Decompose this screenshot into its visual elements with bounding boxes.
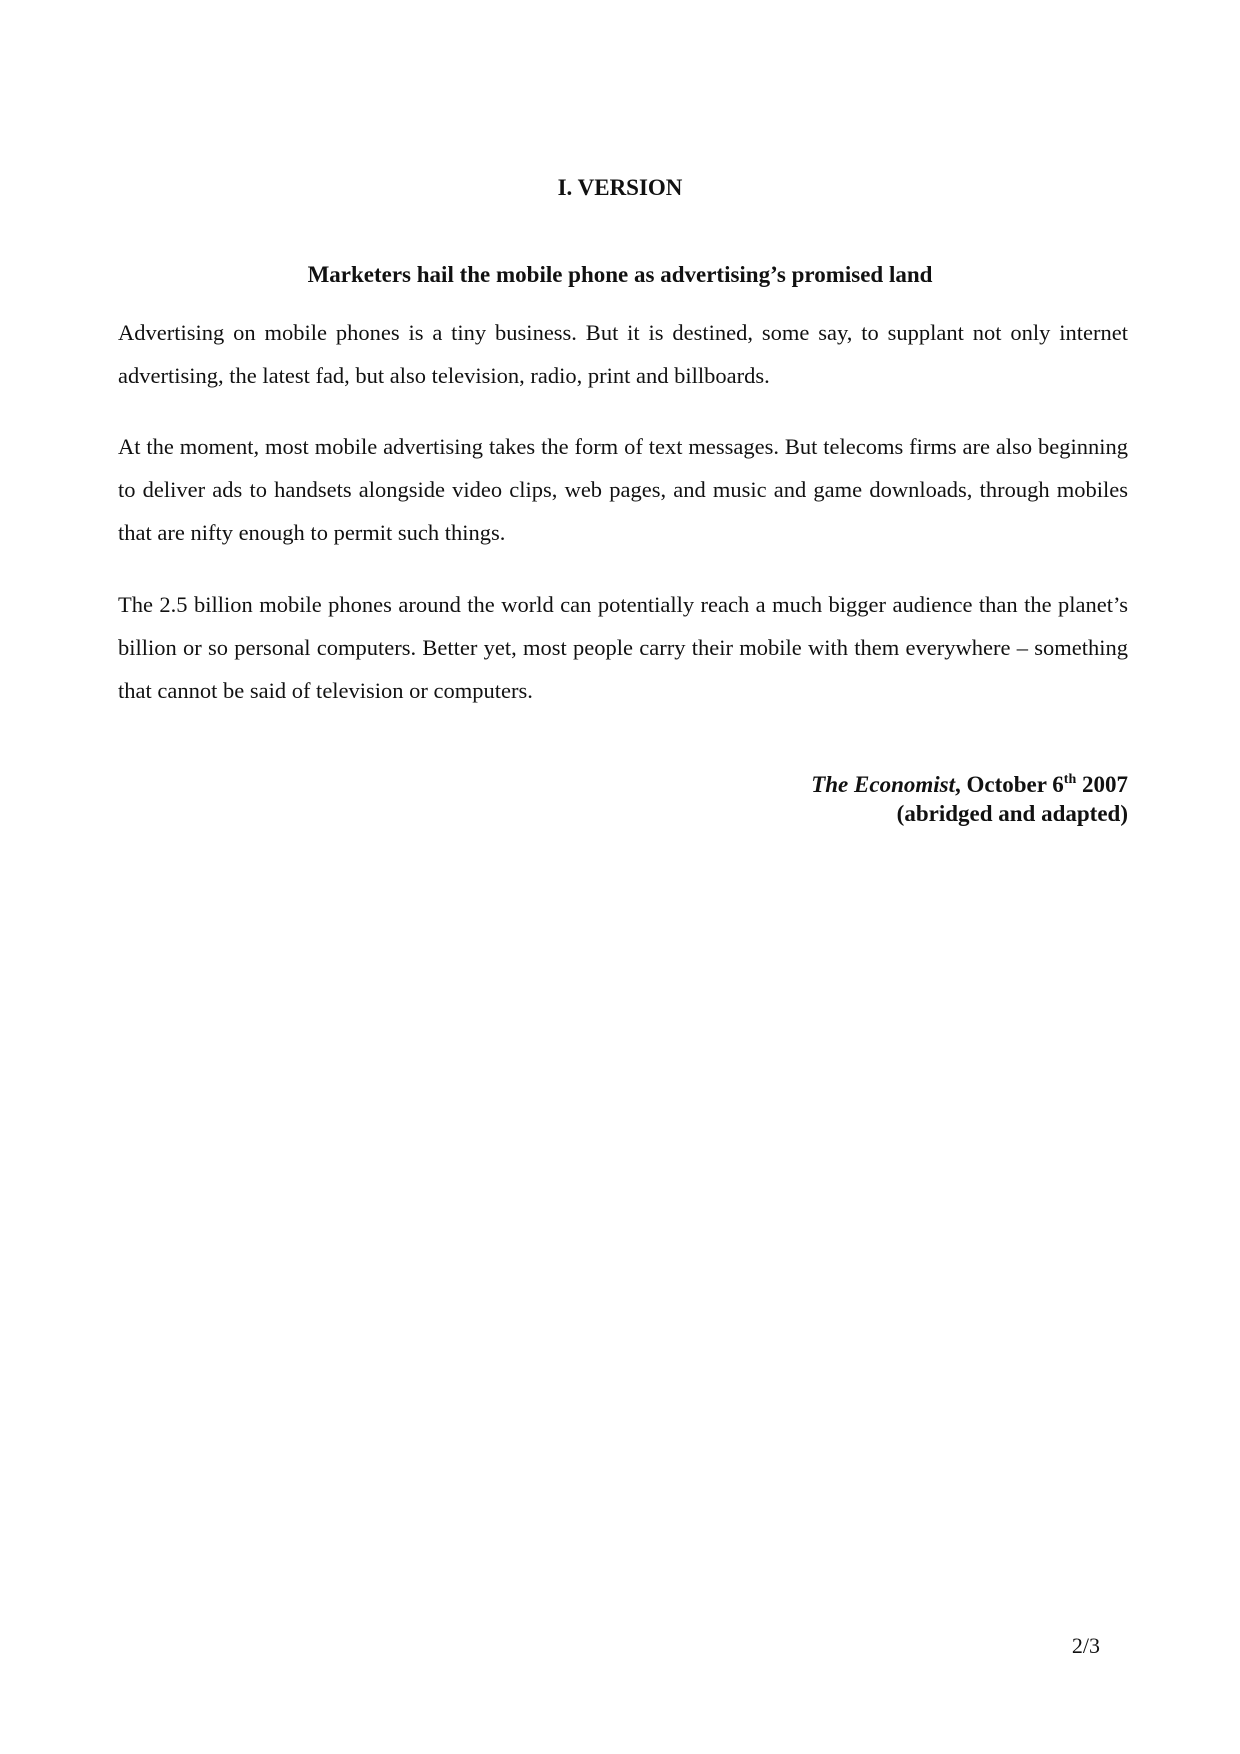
publication-name: The Economist xyxy=(811,772,955,797)
paragraph-2-text: At the moment, most mobile advertising takes the form of text messages. But telecoms firms are also beginning to deliver ads to handsets alongside video clips, web pages, and music and game downloads, through mobiles that are nifty enough to permit such things. xyxy=(118,434,1128,545)
source-citation xyxy=(811,770,1128,828)
page-number: 2/3 xyxy=(1071,1633,1100,1658)
version-heading: I. VERSION xyxy=(557,175,683,200)
paragraph-1-text: Advertising on mobile phones is a tiny business. But it is destined, some say, to supplant not only internet advertising, the latest fad, but also television, radio, print and billboards. xyxy=(118,320,1128,388)
publication-year: 2007 xyxy=(1076,772,1128,797)
paragraph-1 xyxy=(118,311,1128,397)
paragraph-2 xyxy=(118,425,1128,554)
paragraph-3-text: The 2.5 billion mobile phones around the world can potentially reach a much bigger audience than the planet’s billion or so personal computers. Better yet, most people carry their mobile with them everywhere – something that cannot be said of television or computers. xyxy=(118,592,1128,703)
publication-date: , October 6 xyxy=(954,772,1064,797)
source-line xyxy=(811,770,1128,799)
paragraph-3 xyxy=(118,583,1128,712)
date-ordinal-suffix: th xyxy=(1063,772,1077,787)
article-title: Marketers hail the mobile phone as advertising’s promised land xyxy=(307,262,933,287)
source-note: (abridged and adapted) xyxy=(896,801,1128,826)
